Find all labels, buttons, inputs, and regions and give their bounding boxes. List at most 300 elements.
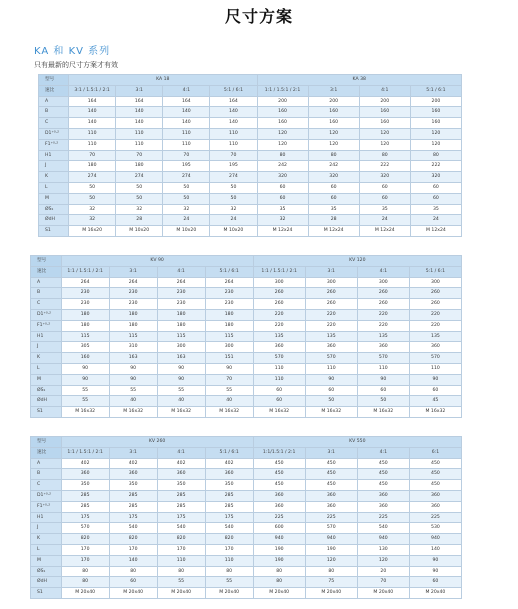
table-cell: 450	[253, 480, 305, 491]
table-cell: 80	[410, 150, 461, 161]
table-cell: 70	[69, 150, 116, 161]
table-cell: 260	[409, 299, 461, 310]
table-cell: 320	[359, 172, 410, 183]
row-label: ØS₁	[31, 385, 62, 396]
table-cell: 140	[210, 118, 257, 129]
table-cell: 110	[253, 374, 305, 385]
table-cell: M 20x40	[157, 588, 205, 599]
table-cell: 80	[61, 577, 109, 588]
table-cell: 242	[308, 161, 359, 172]
table-cell: 80	[109, 566, 157, 577]
table-cell: 32	[69, 215, 116, 226]
table-cell: M 16x32	[253, 407, 305, 418]
table-row	[39, 118, 462, 129]
table-row	[39, 107, 462, 118]
table-cell: 140	[409, 544, 461, 555]
table-cell: 530	[409, 523, 461, 534]
table-cell: 140	[163, 107, 210, 118]
table-cell: 120	[308, 139, 359, 150]
table-cell: 222	[410, 161, 461, 172]
ratio-header: 5:1 / 6:1	[409, 266, 461, 277]
table-cell: 225	[305, 512, 357, 523]
table-cell: 140	[116, 118, 163, 129]
table-cell: 60	[410, 182, 461, 193]
table-cell: M 16x20	[69, 226, 116, 237]
table-cell: M 20x40	[61, 588, 109, 599]
ratio-header: 1:1 / 1.5:1 / 2:1	[61, 266, 109, 277]
table-cell: M 16x32	[109, 407, 157, 418]
table-cell: 35	[410, 204, 461, 215]
table-cell: 570	[305, 523, 357, 534]
table-cell: M 12x24	[410, 226, 461, 237]
table-cell: 28	[116, 215, 163, 226]
table-row	[31, 555, 462, 566]
row-label: J	[39, 161, 69, 172]
table-cell: 450	[305, 480, 357, 491]
row-label: S1	[39, 226, 69, 237]
table-cell: 320	[410, 172, 461, 183]
table-cell: 180	[61, 309, 109, 320]
table-cell: 220	[305, 309, 357, 320]
table-cell: 220	[409, 320, 461, 331]
table-cell: 90	[157, 374, 205, 385]
table-cell: 300	[205, 342, 253, 353]
table-cell: 60	[257, 193, 308, 204]
table-cell: 160	[359, 118, 410, 129]
ratio-header: 3:1	[305, 266, 357, 277]
table-cell: M 16x32	[157, 407, 205, 418]
table-cell: 260	[305, 288, 357, 299]
table-cell: 260	[357, 299, 409, 310]
spec-table-ka	[38, 74, 462, 237]
row-label: D1⁺⁰·²	[31, 490, 62, 501]
table-cell: 175	[205, 512, 253, 523]
table-cell: 220	[409, 309, 461, 320]
table-cell: M 10x20	[163, 226, 210, 237]
row-label: A	[31, 277, 62, 288]
table-cell: 350	[109, 480, 157, 491]
row-label: ØS₁	[39, 204, 69, 215]
table-row	[39, 161, 462, 172]
table-cell: 160	[61, 353, 109, 364]
table-cell: 285	[109, 490, 157, 501]
row-label: L	[31, 544, 62, 555]
row-label: 速比	[39, 85, 69, 96]
table-header-row	[39, 75, 462, 86]
table-cell: 360	[253, 490, 305, 501]
table-cell: 90	[357, 374, 409, 385]
table-cell: 140	[69, 107, 116, 118]
table-cell: M 16x32	[205, 407, 253, 418]
table-cell: 50	[163, 193, 210, 204]
table-cell: 70	[210, 150, 257, 161]
table-cell: 120	[410, 128, 461, 139]
table-cell: 450	[357, 480, 409, 491]
table-cell: 24	[359, 215, 410, 226]
ratio-header: 3:1	[116, 85, 163, 96]
table-cell: 264	[61, 277, 109, 288]
table-cell: 220	[305, 320, 357, 331]
ratio-header: 6:1	[409, 447, 461, 458]
table-cell: 820	[205, 534, 253, 545]
table-cell: 402	[61, 458, 109, 469]
table-cell: 540	[357, 523, 409, 534]
row-label: K	[31, 353, 62, 364]
table-cell: 260	[253, 288, 305, 299]
table-cell: 180	[109, 309, 157, 320]
row-label: K	[31, 534, 62, 545]
table-cell: 300	[357, 277, 409, 288]
table-cell: 40	[109, 396, 157, 407]
table-cell: 195	[210, 161, 257, 172]
table-row	[31, 299, 462, 310]
table-cell: 540	[157, 523, 205, 534]
table-cell: 360	[253, 342, 305, 353]
table-cell: 50	[116, 193, 163, 204]
table-cell: 120	[257, 139, 308, 150]
table-cell: 225	[357, 512, 409, 523]
table-cell: 110	[205, 555, 253, 566]
table-cell: 360	[305, 342, 357, 353]
table-cell: 200	[308, 96, 359, 107]
table-cell: 50	[69, 193, 116, 204]
table-cell: 285	[61, 490, 109, 501]
table-row	[31, 288, 462, 299]
table-cell: 55	[157, 385, 205, 396]
table-cell: 360	[409, 490, 461, 501]
table-cell: 222	[359, 161, 410, 172]
ratio-header: 5:1 / 6:1	[205, 447, 253, 458]
table-cell: 274	[210, 172, 257, 183]
table-cell: 164	[116, 96, 163, 107]
ratio-header: 1:1/1.5:1 / 2:1	[253, 447, 305, 458]
table-cell: 195	[163, 161, 210, 172]
table-header-row	[31, 256, 462, 267]
table-cell: 24	[163, 215, 210, 226]
table-cell: 80	[308, 150, 359, 161]
table-cell: 90	[205, 363, 253, 374]
table-cell: 35	[257, 204, 308, 215]
table-cell: 360	[357, 501, 409, 512]
row-label: C	[31, 299, 62, 310]
row-label: F1⁺⁰·²	[39, 139, 69, 150]
table-cell: 820	[109, 534, 157, 545]
table-cell: 402	[109, 458, 157, 469]
ratio-header: 3:1	[109, 266, 157, 277]
table-cell: 32	[210, 204, 257, 215]
table-cell: 115	[205, 331, 253, 342]
table-cell: 110	[116, 128, 163, 139]
table-cell: 32	[163, 204, 210, 215]
table-cell: M 20x40	[305, 588, 357, 599]
row-label: 型号	[31, 256, 62, 267]
table-cell: 110	[116, 139, 163, 150]
table-cell: 360	[409, 342, 461, 353]
table-cell: M 16x32	[61, 407, 109, 418]
row-label: M	[31, 555, 62, 566]
table-cell: 50	[305, 396, 357, 407]
table-cell: 190	[253, 544, 305, 555]
table-row	[31, 501, 462, 512]
table-cell: 110	[357, 363, 409, 374]
table-cell: 450	[305, 469, 357, 480]
table-cell: 180	[69, 161, 116, 172]
table-row	[31, 331, 462, 342]
table-cell: 35	[359, 204, 410, 215]
table-cell: 300	[253, 277, 305, 288]
table-cell: 24	[410, 215, 461, 226]
table-cell: 60	[308, 193, 359, 204]
row-label: J	[31, 342, 62, 353]
table-cell: 90	[409, 566, 461, 577]
table-cell: 130	[357, 544, 409, 555]
table-cell: 180	[116, 161, 163, 172]
table-cell: 160	[257, 118, 308, 129]
ratio-header: 3:1	[308, 85, 359, 96]
table-cell: 360	[305, 501, 357, 512]
table-cell: 110	[163, 139, 210, 150]
table-cell: 180	[61, 320, 109, 331]
table-cell: 274	[116, 172, 163, 183]
table-row	[39, 139, 462, 150]
table-cell: 230	[205, 299, 253, 310]
table-cell: 60	[305, 385, 357, 396]
table-cell: 60	[359, 193, 410, 204]
table-cell: 820	[61, 534, 109, 545]
table-cell: 242	[257, 161, 308, 172]
table-cell: M 12x24	[257, 226, 308, 237]
row-label: D1⁺⁰·²	[39, 128, 69, 139]
table-cell: 200	[359, 96, 410, 107]
table-cell: M 20x40	[409, 588, 461, 599]
page-title: 尺寸方案	[224, 7, 293, 26]
table-cell: 360	[61, 469, 109, 480]
table-row	[31, 277, 462, 288]
table-cell: 110	[253, 363, 305, 374]
table-cell: M 20x40	[205, 588, 253, 599]
table-cell: 450	[409, 458, 461, 469]
table-cell: 60	[409, 385, 461, 396]
table-cell: 135	[253, 331, 305, 342]
table-row	[31, 566, 462, 577]
row-label: F1⁺⁰·²	[31, 501, 62, 512]
table-cell: 175	[157, 512, 205, 523]
ratio-header: 5:1 / 6:1	[205, 266, 253, 277]
table-cell: 140	[210, 107, 257, 118]
table-cell: 20	[357, 566, 409, 577]
row-label: 速比	[31, 447, 62, 458]
table-cell: 360	[109, 469, 157, 480]
table-cell: 200	[257, 96, 308, 107]
table-cell: 170	[205, 544, 253, 555]
table-cell: 450	[253, 469, 305, 480]
table-cell: 350	[157, 480, 205, 491]
row-label: ØS₁	[31, 566, 62, 577]
ratio-header: 4:1	[163, 85, 210, 96]
table-cell: 305	[61, 342, 109, 353]
table-cell: 135	[305, 331, 357, 342]
table-cell: 570	[357, 353, 409, 364]
table-cell: 163	[157, 353, 205, 364]
table-row	[31, 588, 462, 599]
row-label: B	[39, 107, 69, 118]
table-cell: 940	[305, 534, 357, 545]
table-cell: 450	[357, 458, 409, 469]
table-cell: 285	[205, 490, 253, 501]
table-cell: 140	[109, 555, 157, 566]
table-cell: 60	[308, 182, 359, 193]
table-row	[31, 407, 462, 418]
row-label: ØdH	[31, 396, 62, 407]
table-cell: 151	[205, 353, 253, 364]
table-cell: 135	[409, 331, 461, 342]
table-row	[31, 480, 462, 491]
table-cell: 70	[163, 150, 210, 161]
table-cell: 160	[308, 107, 359, 118]
table-cell: M 10x20	[116, 226, 163, 237]
table-cell: 55	[61, 385, 109, 396]
model-header: KV 90	[61, 256, 253, 267]
row-label: ØdH	[39, 215, 69, 226]
table-cell: 70	[205, 374, 253, 385]
table-cell: 50	[357, 396, 409, 407]
table-cell: 940	[357, 534, 409, 545]
table-cell: 60	[257, 182, 308, 193]
table-cell: 285	[157, 490, 205, 501]
table-cell: 450	[253, 458, 305, 469]
table-cell: 110	[69, 128, 116, 139]
table-cell: 190	[305, 544, 357, 555]
table-row	[31, 309, 462, 320]
table-cell: 115	[109, 331, 157, 342]
table-row	[31, 577, 462, 588]
table-cell: 600	[253, 523, 305, 534]
table-cell: 120	[308, 128, 359, 139]
table-cell: M 20x40	[109, 588, 157, 599]
table-row	[39, 204, 462, 215]
table-cell: 320	[308, 172, 359, 183]
row-label: M	[31, 374, 62, 385]
table-cell: 230	[109, 299, 157, 310]
table-cell: M 12x24	[308, 226, 359, 237]
table-cell: 260	[253, 299, 305, 310]
table-cell: 120	[410, 139, 461, 150]
model-header: KV 120	[253, 256, 461, 267]
table-cell: 230	[205, 288, 253, 299]
row-label: H1	[31, 331, 62, 342]
table-cell: 120	[305, 555, 357, 566]
table-cell: 940	[253, 534, 305, 545]
table-row	[39, 215, 462, 226]
table-row	[31, 363, 462, 374]
table-cell: 230	[61, 299, 109, 310]
row-label: B	[31, 288, 62, 299]
table-cell: 120	[359, 128, 410, 139]
table-cell: 220	[253, 309, 305, 320]
table-cell: 160	[410, 107, 461, 118]
table-cell: 285	[61, 501, 109, 512]
table-cell: 164	[163, 96, 210, 107]
table-cell: 402	[205, 458, 253, 469]
table-cell: 285	[157, 501, 205, 512]
table-cell: 50	[116, 182, 163, 193]
table-cell: 285	[109, 501, 157, 512]
table-cell: 80	[305, 566, 357, 577]
table-cell: 360	[157, 469, 205, 480]
validity-note: 只有最新的尺寸方案才有效	[34, 61, 118, 69]
table-cell: 90	[61, 374, 109, 385]
table-cell: 360	[409, 501, 461, 512]
table-cell: 140	[116, 107, 163, 118]
table-row	[39, 150, 462, 161]
table-row	[31, 385, 462, 396]
table-cell: 60	[409, 577, 461, 588]
table-cell: 260	[305, 299, 357, 310]
table-cell: 360	[357, 342, 409, 353]
ratio-header: 4:1	[357, 266, 409, 277]
table-cell: 110	[210, 139, 257, 150]
row-label: H1	[39, 150, 69, 161]
table-cell: 170	[109, 544, 157, 555]
table-cell: 170	[61, 555, 109, 566]
table-row	[31, 342, 462, 353]
table-cell: M 12x24	[359, 226, 410, 237]
table-cell: 90	[157, 363, 205, 374]
table-cell: 110	[210, 128, 257, 139]
table-row	[31, 469, 462, 480]
table-cell: 180	[157, 320, 205, 331]
table-cell: 230	[157, 299, 205, 310]
table-cell: 264	[109, 277, 157, 288]
table-cell: 55	[205, 577, 253, 588]
row-label: A	[39, 96, 69, 107]
row-label: H1	[31, 512, 62, 523]
table-cell: 90	[109, 374, 157, 385]
table-cell: 450	[305, 458, 357, 469]
table-cell: 360	[357, 490, 409, 501]
table-cell: 120	[359, 139, 410, 150]
table-cell: 264	[157, 277, 205, 288]
table-cell: 230	[157, 288, 205, 299]
ratio-header: 3:1	[305, 447, 357, 458]
table-cell: 35	[308, 204, 359, 215]
table-cell: 110	[69, 139, 116, 150]
table-cell: M 16x32	[357, 407, 409, 418]
table-cell: 360	[205, 469, 253, 480]
ratio-header: 4:1	[357, 447, 409, 458]
table-cell: 50	[163, 182, 210, 193]
table-cell: M 10x20	[210, 226, 257, 237]
table-cell: 50	[69, 182, 116, 193]
table-row	[39, 128, 462, 139]
table-cell: 90	[109, 363, 157, 374]
row-label: ØdH	[31, 577, 62, 588]
table-cell: 160	[359, 107, 410, 118]
model-header: KA 38	[257, 75, 462, 86]
table-cell: 310	[109, 342, 157, 353]
table-row	[39, 96, 462, 107]
row-label: 型号	[31, 437, 62, 448]
table-cell: 220	[357, 320, 409, 331]
table-cell: 163	[109, 353, 157, 364]
table-cell: 90	[409, 374, 461, 385]
table-cell: 32	[257, 215, 308, 226]
table-cell: 350	[61, 480, 109, 491]
table-cell: 80	[61, 566, 109, 577]
table-cell: 360	[305, 490, 357, 501]
table-cell: 450	[357, 469, 409, 480]
table-cell: M 20x40	[357, 588, 409, 599]
